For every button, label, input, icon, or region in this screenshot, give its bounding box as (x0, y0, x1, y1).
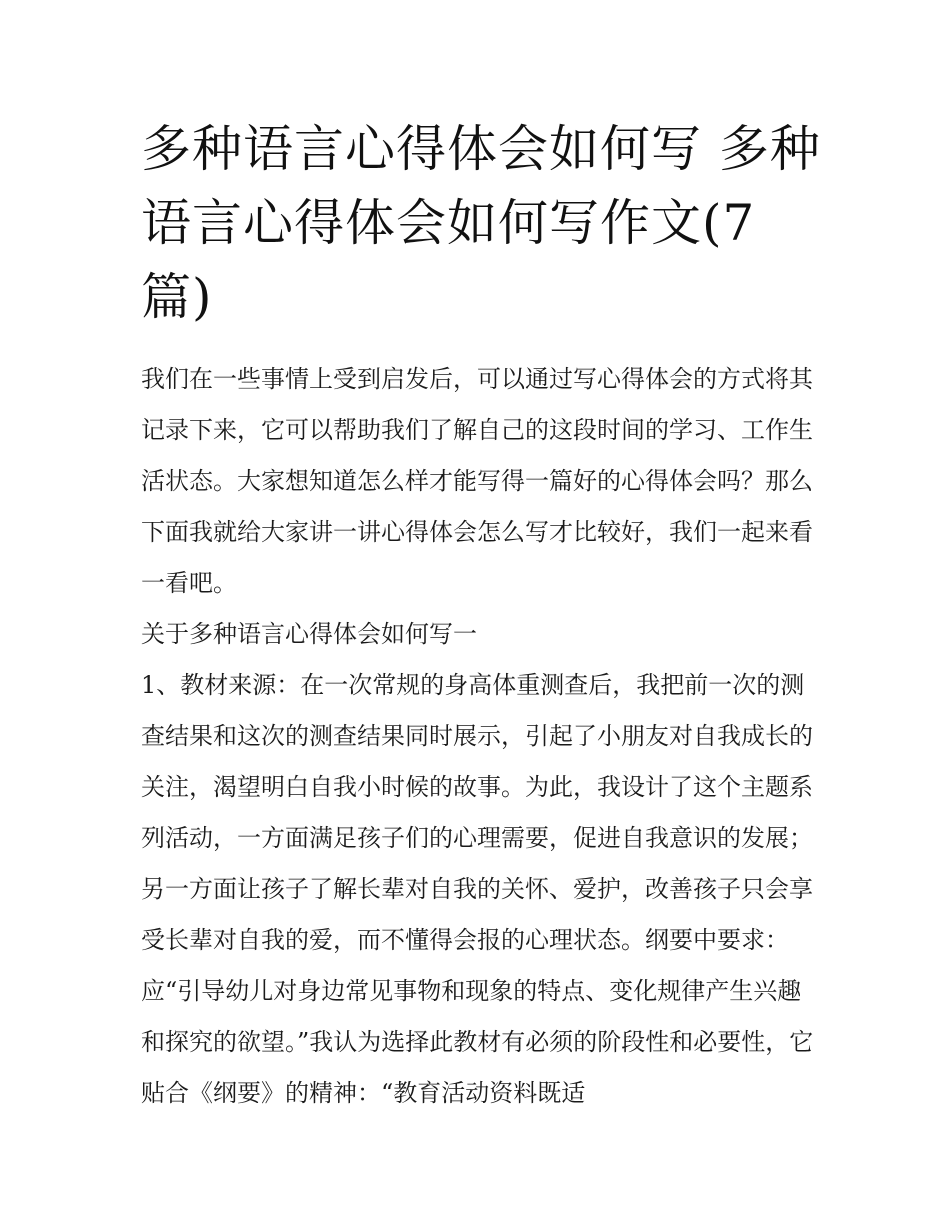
body-paragraph: 1、教材来源：在一次常规的身高体重测查后，我把前一次的测查结果和这次的测查结果同时展示，引起了小朋友对自我成长的关注，渴望明白自我小时候的故事。为此，我设计了这个主题系列活动，一方面满足孩子们的心理需要，促进自我意识的发展；另一方面让孩子了解长辈对自我的关怀、爱护，改善孩子只会享受长辈对自我的爱，而不懂得会报的心理状态。纲要中要求：应“引导幼儿对身边常见事物和现象的特点、变化规律产生兴趣和探究的欲望。”我认为选择此教材有必须的阶段性和必要性，它贴合《纲要》的精神：“教育活动资料既适 (141, 671, 814, 1107)
document-title: 多种语言心得体会如何写 多种语言心得体会如何写作文(7篇) (141, 120, 821, 326)
section-heading: 关于多种语言心得体会如何写一 (141, 620, 477, 648)
intro-paragraph: 我们在一些事情上受到启发后，可以通过写心得体会的方式将其记录下来，它可以帮助我们了解自己的这段时间的学习、工作生活状态。大家想知道怎么样才能写得一篇好的心得体会吗？那么下面我就给大家讲一讲心得体会怎么写才比较好，我们一起来看一看吧。 (141, 365, 813, 597)
document-body (141, 354, 819, 1119)
